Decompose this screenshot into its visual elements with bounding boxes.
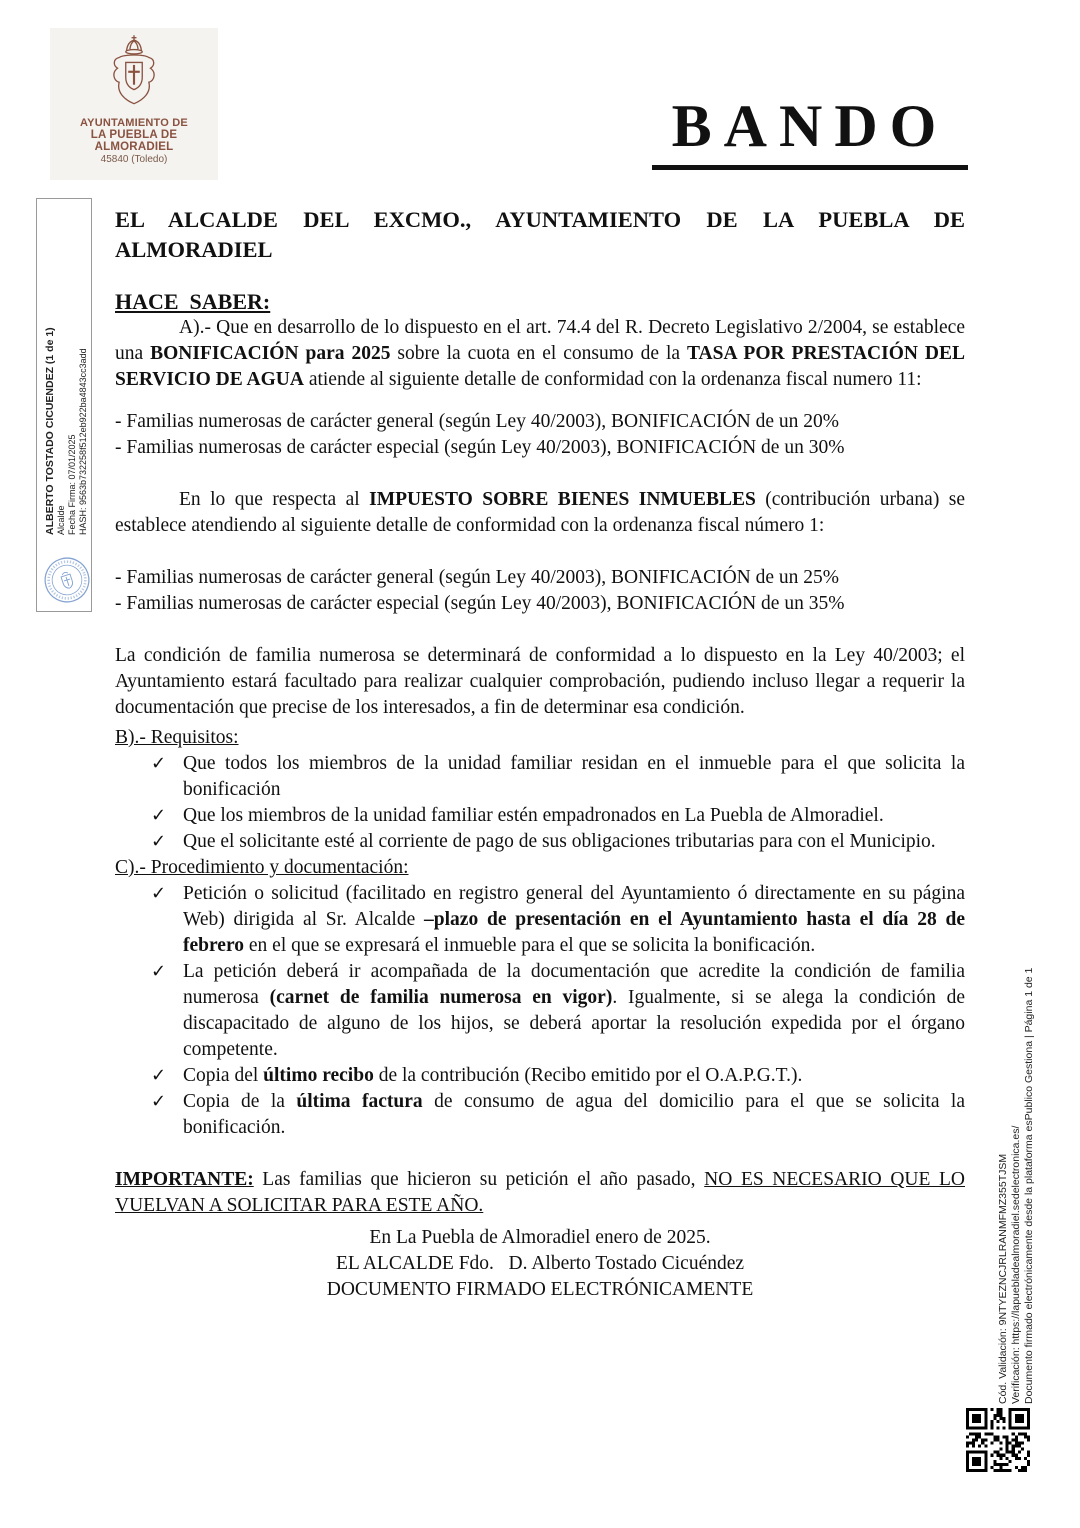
list-item: [115, 959, 965, 1063]
section-c-header: C).- Procedimiento y documentación:: [115, 857, 409, 878]
signature-sidebar: [36, 198, 92, 612]
check-icon: ✓: [151, 961, 167, 982]
municipality-logo: [50, 28, 218, 180]
paragraph-ibi: En lo que respecta al IMPUESTO SOBRE BIENES INMUEBLES (contribución urbana) se establece atendiendo al siguiente detalle de conformidad con la ordenanza fiscal número 1:: [115, 489, 965, 536]
closing-electronic-note: DOCUMENTO FIRMADO ELECTRÓNICAMENTE: [326, 1279, 754, 1300]
document-title: BANDO: [652, 92, 968, 170]
requisito-text: Que todos los miembros de la unidad familiar residan en el inmueble para el que solicita la bonificación: [183, 753, 965, 800]
closing-signature-line: EL ALCALDE Fdo. D. Alberto Tostado Cicuéndez: [335, 1253, 745, 1274]
check-icon: ✓: [151, 753, 167, 774]
closing-place-date: En La Puebla de Almoradiel enero de 2025.: [369, 1227, 711, 1248]
paragraph-importante: IMPORTANTE: Las familias que hicieron su petición el año pasado, NO ES NECESARIO QUE LO VUELVAN A SOLICITAR PARA ESTE AÑO.: [115, 1169, 965, 1216]
paragraph-condition: La condición de familia numerosa se determinará de conformidad a lo dispuesto en la Ley 40/2003; el Ayuntamiento estará facultado para realizar cualquier comprobación, pudiendo incluso llegar a requerir la documentación que precise de los interesados, a fin de determinar esa condición.: [115, 645, 965, 718]
section-b-header: B).- Requisitos:: [115, 727, 239, 748]
list-item: [115, 751, 965, 803]
platform-note: Documento firmado electrónicamente desde la plataforma esPublico Gestiona | Página 1 de 1: [1023, 967, 1035, 1404]
requisitos-list: [115, 751, 965, 855]
procedimiento-text: Petición o solicitud (facilitado en registro general del Ayuntamiento ó directamente en su página Web) dirigida al Sr. Alcalde –plazo de presentación en el Ayuntamiento hasta el día 28 de febrero en el que se expresará el inmueble para el que se solicita la bonificación.: [183, 883, 965, 956]
logo-org-line2: LA PUEBLA DE ALMORADIEL: [90, 129, 178, 153]
check-icon: ✓: [151, 1091, 167, 1112]
logo-org-line1: AYUNTAMIENTO DE: [80, 117, 188, 129]
municipal-stamp-icon: [35, 548, 98, 611]
document-heading: [115, 205, 965, 265]
heading-line-2: ALMORADIEL: [115, 237, 273, 262]
closing-block: [115, 1225, 965, 1303]
coat-of-arms-icon: [101, 34, 167, 114]
ibi-bonus-list: [115, 565, 965, 617]
list-item: [115, 803, 965, 829]
signature-hash: HASH: 9563b732258f512eb922ba4843cc3add: [78, 348, 88, 535]
list-item: - Familias numerosas de carácter general (según Ley 40/2003), BONIFICACIÓN de un 25%: [115, 567, 840, 588]
signature-info: [44, 315, 89, 535]
validation-sidebar: [997, 892, 1036, 1404]
check-icon: ✓: [151, 831, 167, 852]
list-item: - Familias numerosas de carácter general (según Ley 40/2003), BONIFICACIÓN de un 20%: [115, 411, 840, 432]
list-item: [115, 881, 965, 959]
signer-role: Alcalde: [56, 505, 66, 535]
check-icon: ✓: [151, 1065, 167, 1086]
list-item: [115, 829, 965, 855]
signature-date: Fecha Firma: 07/01/2025: [67, 434, 77, 535]
list-item: - Familias numerosas de carácter especial (según Ley 40/2003), BONIFICACIÓN de un 35%: [115, 593, 845, 614]
water-bonus-list: [115, 409, 965, 461]
qr-code: [966, 1408, 1030, 1472]
paragraph-bonificacion-agua: A).- Que en desarrollo de lo dispuesto en el art. 74.4 del R. Decreto Legislativo 2/2004, se establece una BONIFICACIÓN para 2025 sobre la cuota en el consumo de la TASA POR PRESTACIÓN DEL SERVICIO DE AGUA atiende al siguiente detalle de conformidad con la ordenanza fiscal numero 11:: [115, 317, 966, 390]
check-icon: ✓: [151, 883, 167, 904]
list-item: [115, 1089, 965, 1141]
procedimiento-text: Copia del último recibo de la contribución (Recibo emitido por el O.A.P.G.T.).: [183, 1065, 803, 1086]
check-icon: ✓: [151, 805, 167, 826]
procedimiento-list: [115, 881, 965, 1141]
signer-name: ALBERTO TOSTADO CICUENDEZ (1 de 1): [44, 327, 56, 535]
validation-code: Cód. Validación: 9NTYEZNCJRLRANMFMZ355TJSM: [997, 1153, 1009, 1404]
requisito-text: Que los miembros de la unidad familiar estén empadronados en La Puebla de Almoradiel.: [183, 805, 884, 826]
procedimiento-text: La petición deberá ir acompañada de la documentación que acredite la condición de familia numerosa (carnet de familia numerosa en vigor). Igualmente, si se alega la condición de discapacitado de alguno de los hijos, se deberá aportar la resolución expedida por el órgano competente.: [183, 961, 965, 1060]
requisito-text: Que el solicitante esté al corriente de pago de sus obligaciones tributarias para con el Municipio.: [183, 831, 936, 852]
logo-postal-code: 45840 (Toledo): [100, 154, 168, 165]
verification-url: Verificación: https://lapuebladealmoradiel.sedelectronica.es/: [1010, 1125, 1022, 1404]
document-body: [115, 205, 965, 1303]
procedimiento-text: Copia de la última factura de consumo de agua del domicilio para el que se solicita la bonificación.: [183, 1091, 966, 1138]
list-item: - Familias numerosas de carácter especial (según Ley 40/2003), BONIFICACIÓN de un 30%: [115, 437, 845, 458]
list-item: [115, 1063, 965, 1089]
hace-saber-header: HACE SABER:: [115, 289, 271, 314]
heading-line-1: EL ALCALDE DEL EXCMO., AYUNTAMIENTO DE LA PUEBLA DE: [115, 207, 965, 232]
